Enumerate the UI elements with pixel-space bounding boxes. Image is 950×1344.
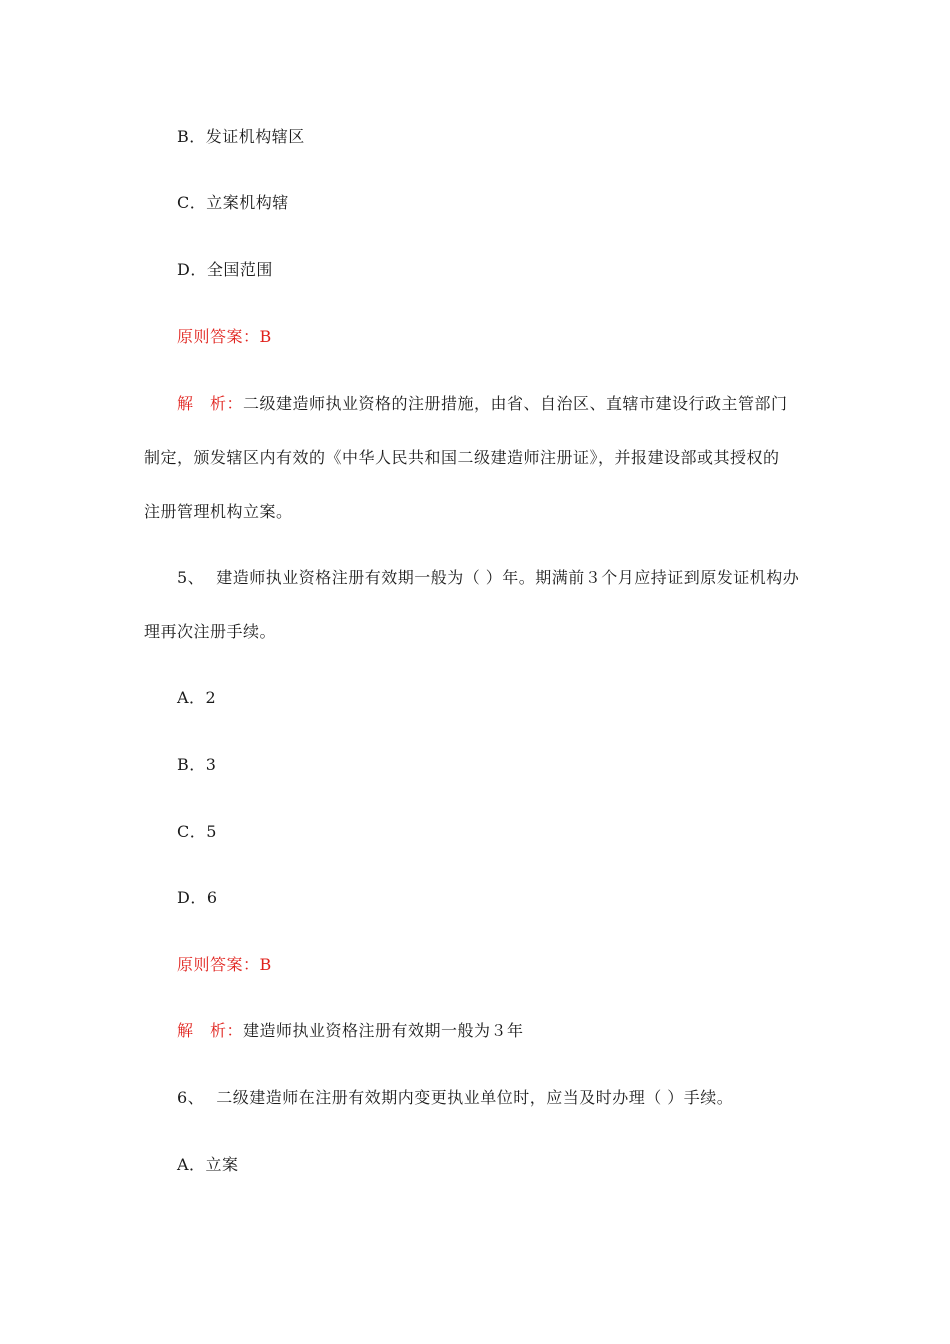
q4-analysis-text1: 二级建造师执业资格的注册措施，由省、自治区、直辖市建设行政主管部门 (243, 394, 788, 413)
q6-option-a: A．立案 (177, 1155, 239, 1174)
q5-option-d: D．6 (177, 888, 218, 907)
q5-question-line1 (177, 568, 799, 588)
q5-question-line2: 理再次注册手续。 (144, 622, 277, 641)
q5-analysis-text: 建造师执业资格注册有效期一般为３年 (243, 1021, 524, 1040)
q5-option-c: C．5 (177, 822, 217, 841)
q5-analysis (177, 1021, 524, 1041)
q5-option-b: B．3 (177, 755, 217, 774)
q4-analysis-line1 (177, 394, 788, 414)
q5-option-a: A．2 (177, 688, 217, 707)
q5-analysis-label: 解 析： (177, 1021, 244, 1040)
q6-question (177, 1088, 733, 1108)
q4-option-b: B．发证机构辖区 (177, 127, 305, 146)
q4-answer: 原则答案：B (177, 327, 272, 346)
q6-number: 6、 (177, 1088, 205, 1107)
q4-option-d: D．全国范围 (177, 260, 273, 279)
q4-analysis-line2: 制定，颁发辖区内有效的《中华人民共和国二级建造师注册证》，并报建设部或其授权的 (144, 448, 780, 467)
q4-analysis-line3: 注册管理机构立案。 (144, 502, 293, 521)
q5-answer: 原则答案：B (177, 955, 272, 974)
q5-question-text1: 建造师执业资格注册有效期一般为（ ）年。期满前３个月应持证到原发证机构办 (216, 568, 800, 587)
q4-analysis-label: 解 析： (177, 394, 244, 413)
q5-number: 5、 (177, 568, 205, 587)
q4-option-c: C．立案机构辖 (177, 193, 289, 212)
q6-question-text: 二级建造师在注册有效期内变更执业单位时，应当及时办理（ ）手续。 (216, 1088, 734, 1107)
